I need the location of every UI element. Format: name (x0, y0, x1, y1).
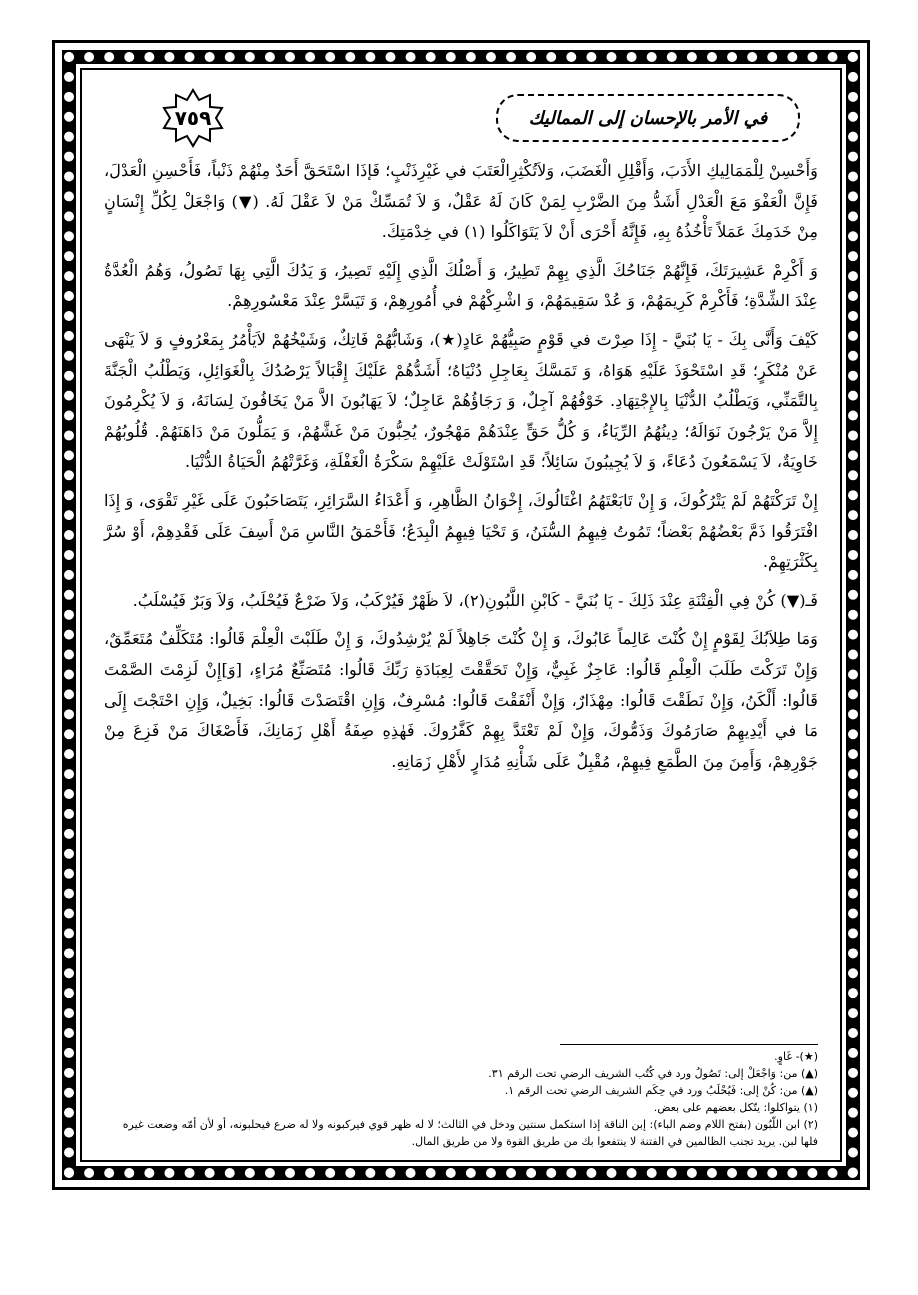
footnotes (104, 1048, 818, 1150)
paragraph: وَمَا طِلاَبُكَ لِقَوْمٍ إِنْ كُنْتَ عَالِماً عَابُوكَ، وَ إِنْ كُنْتَ جَاهِلاً لَمْ يُرْشِدُوكَ، وَ إِنْ طَلَبْتَ الْعِلْمَ قَالُوا: مُتَكَلِّفٌ مُتَعَمِّقٌ، وَإِنْ تَرَكْتَ طَلَبَ الْعِلْمِ قَالُوا: عَاجِزٌ غَبِيٌّ، وَإِنْ تَحَقَّقْتَ لِعِبَادَةِ رَبِّكَ قَالُوا: مُتَصَنِّعٌ مُرَاءٍ، [وَ]إِنْ لَزِمْتَ الصَّمْتَ قَالُوا: أَلْكَنُ، وَإِنْ نَطَقْتَ قَالُوا: مِهْذَارٌ، وَإِنْ أَنْفَقْتَ قَالُوا: مُسْرِفٌ، وَإِنِ اقْتَصَدْتَ قَالُوا: بَخِيلٌ، وَإِنِ احْتَجْتَ إِلَى مَا في أَيْدِيهِمْ صَارَمُوكَ وَذَمُّوكَ، وَإِنْ لَمْ تَعْتَدَّ بِهِمْ كَفَّرُوكَ. فَهٰذِهِ صِفَةُ أَهْلِ زَمَانِكَ، فَأَصْغَاكَ مَنْ فَزِعَ مِنْ جَوْرِهِمْ، وَأَمِنَ مِنَ الطَّمَعِ فِيهِمْ، مُقْبِلٌ عَلَى شَأْنِهِ مُدَارٍ لأَهْلِ زَمَانِهِ. (104, 629, 818, 771)
footnote: (★)- غَاوٍ. (774, 1050, 818, 1063)
footnote-divider (560, 1044, 818, 1045)
footnote: (▲) من: كُنْ إلى: فَيُحْلَبُ ورد في حِكَم الشريف الرضي تحت الرقم ١. (504, 1084, 818, 1097)
paragraph: كَيْفَ وَأَنَّى بِكَ - يَا بُنَيَّ - إِذَا صِرْتَ في قَوْمٍ صَبِيُّهُمْ عَادٍ(★)، وَشَابُّهُمْ فَاتِكٌ، وَشَيْخُهُمْ لاَيَأْمُرُ بِمَعْرُوفٍ وَ لاَ يَنْهَى عَنْ مُنْكَرٍ؛ قَدِ اسْتَحْوَذَ عَلَيْهِ هَوَاهُ، وَ تَمَسَّكَ بِعَاجِلِ دُنْيَاهُ؛ أَشَدُّهُمْ عَلَيْكَ إِقْبَالاً يَرْصُدُكَ بِالْغَوَائِلِ، وَيَطْلُبُ الْجَنَّةَ بِالتَّمَنِّي، وَيَطْلُبُ الدُّنْيَا بِالإِجْتِهَادِ. خَوْفُهُمْ آجِلٌ، وَ رَجَاؤُهُمْ عَاجِلٌ؛ لاَ يَهَابُونَ الاَّ مَنْ يَخَافُونَ لِسَانَهُ، وَ لاَ يُكْرِمُونَ إِلاَّ مَنْ يَرْجُونَ نَوَالَهُ؛ دِينُهُمُ الرِّيَاءُ، وَ كُلُّ حَقٍّ عِنْدَهُمْ مَهْجُورٌ، يُحِبُّونَ مَنْ غَشَّهُمْ، وَ يَمَلُّونَ مَنْ دَاهَنَهُمْ. قُلُوبُهُمْ خَاوِيَةٌ، لاَ يَسْمَعُونَ دُعَاءً، وَ لاَ يُجِيبُونَ سَائِلاً؛ قَدِ اسْتَوْلَتْ عَلَيْهِمْ سَكْرَةُ الْغَفْلَةِ، وَغَرَّتْهُمُ الْحَيَاةُ الدُّنْيَا. (104, 329, 818, 472)
paragraph: وَ أَكْرِمْ عَشِيرَتَكَ، فَإِنَّهُمْ جَنَاحُكَ الَّذِي بِهِمْ تَطِيرُ، وَ أَصْلُكَ الَّذِي إِلَيْهِ تَصِيرُ، وَ يَدُكَ الَّتِي بِهَا تَصُولُ، وَهُمُ الْعُدَّةُ عِنْدَ الشِّدَّةِ؛ فَأَكْرِمْ كَرِيمَهُمْ، وَ عُدْ سَقِيمَهُمْ، وَ اشْرِكْهُمْ في أُمُورِهِمْ، وَ تَيَسَّرْ عِنْدَ مَعْسُورِهِمْ. (104, 260, 818, 311)
paragraph: إِنْ تَرَكْتَهُمْ لَمْ يَتْرُكُوكَ، وَ إِنْ تَابَعْتَهُمُ اغْتَالُوكَ، إِخْوَانُ الظَّاهِرِ، وَ أَعْدَاءُ السَّرَائِرِ، يَتَصَاحَبُونَ عَلَى غَيْرِ تَقْوَى، وَ إِذَا افْتَرَقُوا ذَمَّ بَعْضُهُمْ بَعْضاً؛ تَمُوتُ فِيهِمُ السُّنَنُ، وَ تَحْيَا فِيهِمُ الْبِدَعُ؛ فَأَحْمَقُ النَّاسِ مَنْ أَسِفَ عَلَى فَقْدِهِمْ، أَوْ سُرَّ بِكَثْرَتِهِمْ. (104, 490, 818, 572)
paragraph: فَـ(▼) كُنْ فِي الْفِتْنَةِ عِنْدَ ذَلِكَ - يَا بُنَيَّ - كَابْنِ اللَّبُونِ(٢)، لاَ ظَهْرٌ فَيُرْكَبُ، وَلاَ ضَرْعٌ فَيُحْلَبُ، وَلاَ وَبَرٌ فَيُسْلَبُ. (132, 590, 818, 610)
footnote: (▲) من: وَاجْعَلْ إلى: تَصُولُ ورد في كُتُب الشريف الرضي تحت الرقم ٣١. (488, 1067, 818, 1080)
page-number-badge (160, 88, 226, 148)
main-text (104, 156, 818, 785)
footnote: (١) يتواكلوا: يتّكل بعضهم على بعض. (653, 1101, 818, 1114)
paragraph: وَأَحْسِنْ لِلْمَمَالِيكِ الأَدَبَ، وَأَقْلِلِ الْغَضَبَ، وَلاَتُكْثِرِالْعَتَبَ في غَيْرِذَنْبٍ؛ فَإذَا اسْتَحَقَّ أَحَدٌ مِنْهُمْ ذَنْباً، فَأَحْسِنِ الْعَدْلَ، فَإِنَّ الْعَفْوَ مَعَ الْعَدْلِ أَشَدُّ مِنَ الضَّرْبِ لِمَنْ كَانَ لَهُ عَقْلٌ، وَ لاَ تُمَسِّكْ مَنْ لاَ عَقْلَ لَهُ. (▼) وَاجْعَلْ لِكُلِّ إِنْسَانٍ مِنْ خَدَمِكَ عَمَلاً تَأْخُذُهُ بِهِ، فَإِنَّهُ أَحْرَى أَنْ لاَ يَتَوَاكَلُوا (١) في خِدْمَتِكَ. (104, 161, 818, 242)
page-header-title: في الأمر بالإحسان إلى المماليك (496, 94, 800, 142)
page-number: ٧٥٩ (174, 106, 212, 130)
footnote: (٢) ابن اللَّبُون (بفتح اللام وضم الباء): إبن الناقة إذا استكمل سنتين ودخل في الثالث؛ لا له ظهر قوي فيركبونه ولا له ضرع فيحلبونه، أو لأن أمّه وضعت غيره فلها لبن. يريد تجنب الظالمين في الفتنة لا ينتفعوا بك من طريق القوة ولا من طريق المال. (122, 1118, 818, 1148)
